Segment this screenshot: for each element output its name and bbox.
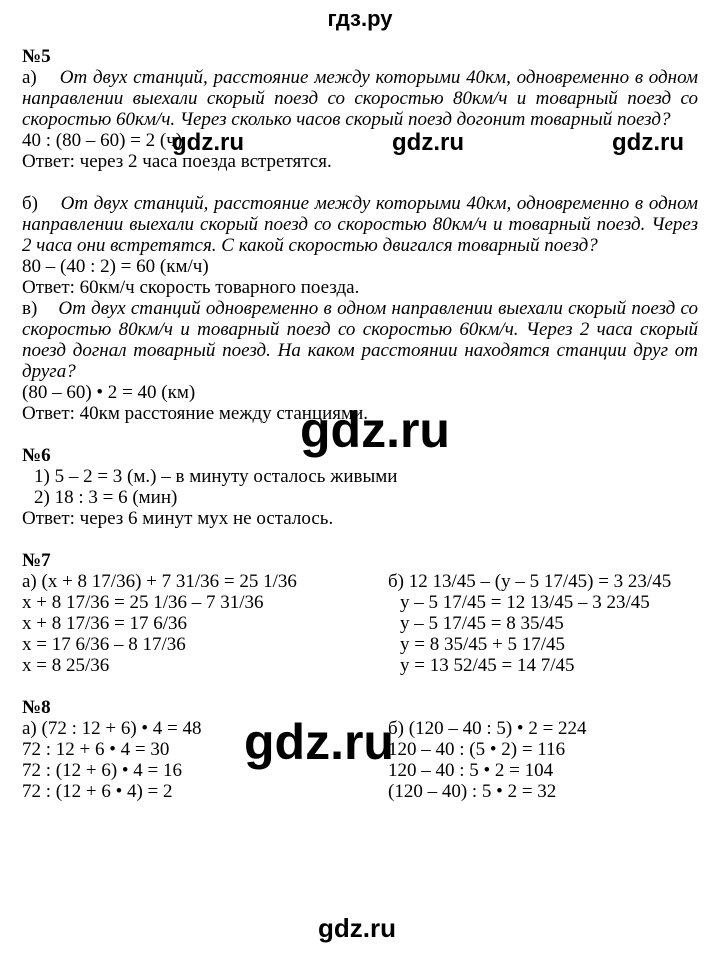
task6-answer: Ответ: через 6 минут мух не осталось. [22, 508, 334, 529]
task8-left-line-3: 72 : (12 + 6) • 4 = 16 [22, 760, 183, 781]
task6-heading: №6 [22, 445, 51, 466]
watermark-bottom: gdz.ru [318, 913, 396, 943]
task7-right-line-4: y = 8 35/45 + 5 17/45 [400, 634, 565, 655]
task5-v-solution: (80 – 60) • 2 = 40 (км) [22, 382, 196, 403]
task8-right-line-3: 120 – 40 : 5 • 2 = 104 [388, 760, 554, 781]
watermark-1: gdz.ru [172, 129, 244, 156]
task5-b-answer: Ответ: 60км/ч скорость товарного поезда. [22, 277, 360, 298]
task8-heading: №8 [22, 697, 51, 718]
task7-left-line-4: x = 17 6/36 – 8 17/36 [22, 634, 186, 655]
task5-b-problem [22, 193, 698, 256]
task8-left-line-4: 72 : (12 + 6 • 4) = 2 [22, 781, 173, 802]
site-title: гдз.ру [327, 6, 393, 31]
task8-right-line-1: б) (120 – 40 : 5) • 2 = 224 [388, 718, 587, 739]
task5-a-solution: 40 : (80 – 60) = 2 (ч) [22, 130, 183, 151]
task6-step-2: 2) 18 : 3 = 6 (мин) [34, 487, 178, 508]
task7-left-line-2: x + 8 17/36 = 25 1/36 – 7 31/36 [22, 592, 264, 613]
task7-columns [22, 571, 698, 676]
task5-v-problem [22, 298, 698, 382]
watermark-5: gdz.ru [244, 714, 394, 770]
task5-v-text: От двух станций одновременно в одном направлении выехали скорый поезд со скоростью 80км/ч и товарный поезд со скоростью 60км/ч. Через 2 часа скорый поезд догнал товарный поезд. На каком расстоянии находятся станции друг от друга? [22, 298, 699, 382]
task7-right-line-3: y – 5 17/45 = 8 35/45 [400, 613, 564, 634]
task7-right [388, 571, 698, 676]
task7-left [22, 571, 388, 676]
watermark-3: gdz.ru [612, 129, 684, 156]
task6-step-1: 1) 5 – 2 = 3 (м.) – в минуту осталось живыми [34, 466, 398, 487]
task8-right-line-4: (120 – 40) : 5 • 2 = 32 [388, 781, 557, 802]
task7-left-line-3: x + 8 17/36 = 17 6/36 [22, 613, 187, 634]
task7-left-line-5: x = 8 25/36 [22, 655, 110, 676]
task5-b-text: От двух станций, расстояние между которыми 40км, одновременно в одном направлении выехали скорый поезд со скоростью 80км/ч и товарный поезд. Через 2 часа они встретятся. С какой скоростью двигался товарный поезд? [22, 193, 699, 256]
task5-v-label: в) [22, 298, 38, 319]
task7-heading: №7 [22, 550, 51, 571]
task5-a-problem [22, 67, 698, 130]
task5-b-label: б) [22, 193, 38, 214]
task5-a-label: а) [22, 67, 37, 88]
task8-right [388, 718, 698, 802]
task8-left-line-2: 72 : 12 + 6 • 4 = 30 [22, 739, 170, 760]
watermark-2: gdz.ru [392, 129, 464, 156]
task7-right-line-2: y – 5 17/45 = 12 13/45 – 3 23/45 [400, 592, 650, 613]
task5-v-answer: Ответ: 40км расстояние между станциями. [22, 403, 368, 424]
task8-right-line-2: 120 – 40 : (5 • 2) = 116 [388, 739, 566, 760]
task7-right-line-5: y = 13 52/45 = 14 7/45 [400, 655, 575, 676]
task5-a-answer: Ответ: через 2 часа поезда встретятся. [22, 151, 332, 172]
task5-heading: №5 [22, 46, 51, 67]
task5-a-text: От двух станций, расстояние между которыми 40км, одновременно в одном направлении выехали скорый поезд со скоростью 80км/ч и товарный поезд со скоростью 60км/ч. Через сколько часов скорый поезд догонит товарный поезд? [22, 67, 698, 130]
task5-b-solution: 80 – (40 : 2) = 60 (км/ч) [22, 256, 209, 277]
task7-right-line-1: б) 12 13/45 – (y – 5 17/45) = 3 23/45 [388, 571, 672, 592]
watermark-4: gdz.ru [300, 402, 450, 458]
task7-left-line-1: а) (x + 8 17/36) + 7 31/36 = 25 1/36 [22, 571, 297, 592]
task8-left-line-1: а) (72 : 12 + 6) • 4 = 48 [22, 718, 202, 739]
